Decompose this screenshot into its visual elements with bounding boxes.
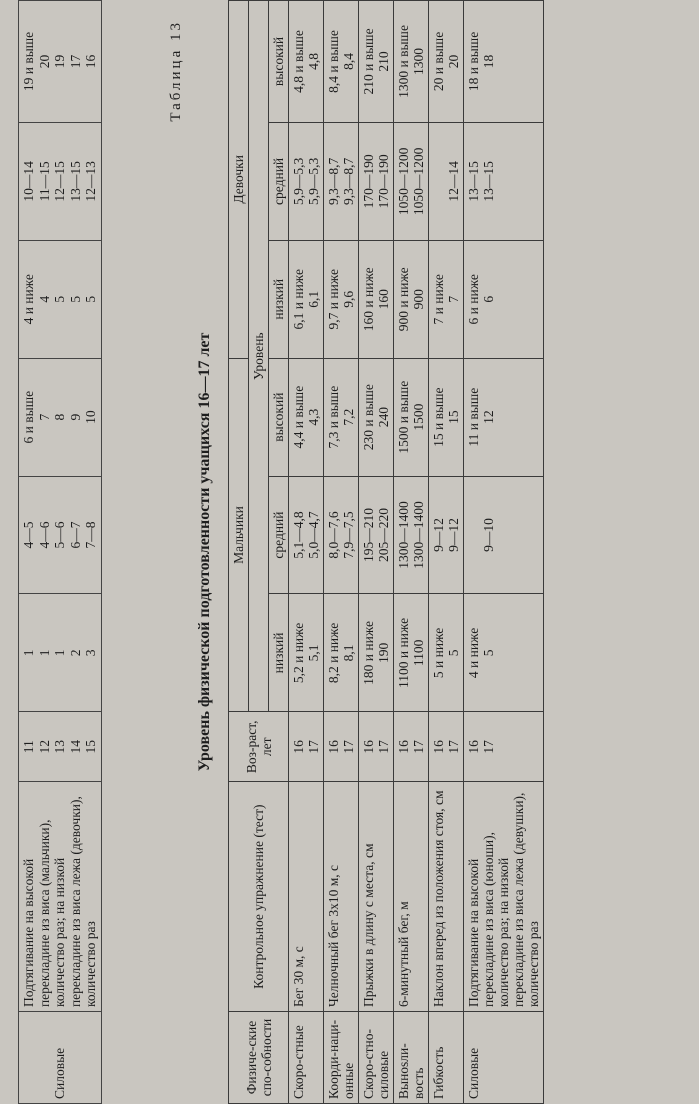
test-cell: Наклон вперед из положения стоя, см	[429, 782, 464, 1012]
table-row	[429, 1, 464, 1104]
header-row	[229, 1, 249, 1104]
boys-high-cell: 230 и выше 240	[359, 358, 394, 476]
table-label: Таблица 13	[168, 20, 184, 122]
test-cell: Прыжки в длину с места, см	[359, 782, 394, 1012]
boys-low-cell: 5 и ниже 5	[429, 594, 464, 712]
boys-high-cell: 4,4 и выше 4,3	[289, 358, 324, 476]
ages-cell: 16 17	[289, 712, 324, 782]
header-boys-mid: средний	[269, 476, 289, 594]
girls-low-cell: 7 и ниже 7	[429, 240, 464, 358]
boys-low-cell: 4 и ниже 5	[464, 594, 544, 712]
header-girls-mid: средний	[269, 122, 289, 240]
header-age: Воз-раст, лет	[229, 712, 289, 782]
girls-high-cell: 18 и выше 18	[464, 1, 544, 123]
girls-high-cell: 1300 и выше 1300	[394, 1, 429, 123]
test-cell: 6-минутный бег, м	[394, 782, 429, 1012]
previous-table	[18, 0, 102, 1104]
ages-cell: 16 17	[359, 712, 394, 782]
table-title: Уровень физической подготовленности учащихся 16—17 лет	[196, 332, 213, 772]
header-boys: Мальчики	[229, 358, 249, 712]
header-girls: Девочки	[229, 1, 249, 359]
ability-cell: Вынosли-вость	[394, 1012, 429, 1104]
girls-mid-cell: 9,3—8,7 9,3—8,7	[324, 122, 359, 240]
girls-low-cell: 9,7 и ниже 9,6	[324, 240, 359, 358]
girls-high-cell: 8,4 и выше 8,4	[324, 1, 359, 123]
ages-cell: 16 17	[464, 712, 544, 782]
ability-cell: Силовые	[464, 1012, 544, 1104]
boys-low-cell: 5,2 и ниже 5,1	[289, 594, 324, 712]
girls-mid-cell: 170—190 170—190	[359, 122, 394, 240]
boys-high-cell: 1500 и выше 1500	[394, 358, 429, 476]
test-cell: Бег 30 м, с	[289, 782, 324, 1012]
boys-low-cell: 180 и ниже 190	[359, 594, 394, 712]
boys-mid-cell: 5,1—4,8 5,0—4,7	[289, 476, 324, 594]
boys-mid-cell: 1300—1400 1300—1400	[394, 476, 429, 594]
boys-mid-cell: 8,0—7,6 7,9—7,5	[324, 476, 359, 594]
boys-mid-cell: 195—210 205—220	[359, 476, 394, 594]
header-boys-low: низкий	[269, 594, 289, 712]
test-cell: Подтягивание на высокой перекладине из виса (юноши), количество раз; на низкой перекладине из виса лежа (девушки), количество раз	[464, 782, 544, 1012]
girls-high-cell: 20 и выше 20	[429, 1, 464, 123]
boys-high-cell: 11 и выше 12	[464, 358, 544, 476]
boys-mid-cell: 9—10	[464, 476, 544, 594]
girls-high-cell: 19 и выше 20 19 17 16	[19, 1, 102, 123]
ability-cell: Гибкость	[429, 1012, 464, 1104]
girls-mid-cell: 12—14	[429, 122, 464, 240]
header-level: Уровень	[249, 1, 269, 712]
fitness-table	[228, 0, 544, 1104]
table-row	[289, 1, 324, 1104]
header-test: Контрольное упражнение (тест)	[229, 782, 289, 1012]
girls-low-cell: 6 и ниже 6	[464, 240, 544, 358]
test-cell: Челночный бег 3х10 м, с	[324, 782, 359, 1012]
header-girls-low: низкий	[269, 240, 289, 358]
boys-high-cell: 15 и выше 15	[429, 358, 464, 476]
boys-low-cell: 1 1 1 2 3	[19, 594, 102, 712]
girls-low-cell: 6,1 и ниже 6,1	[289, 240, 324, 358]
boys-low-cell: 1100 и ниже 1100	[394, 594, 429, 712]
header-girls-high: высокий	[269, 1, 289, 123]
boys-mid-cell: 4—5 4—6 5—6 6—7 7—8	[19, 476, 102, 594]
header-ability: Физиче-ские спо-собности	[229, 1012, 289, 1104]
ages-cell: 11 12 13 14 15	[19, 712, 102, 782]
girls-mid-cell: 5,9—5,3 5,9—5,3	[289, 122, 324, 240]
girls-mid-cell: 1050—1200 1050—1200	[394, 122, 429, 240]
ages-cell: 16 17	[429, 712, 464, 782]
boys-high-cell: 7,3 и выше 7,2	[324, 358, 359, 476]
girls-high-cell: 210 и выше 210	[359, 1, 394, 123]
header-boys-high: высокий	[269, 358, 289, 476]
girls-low-cell: 900 и ниже 900	[394, 240, 429, 358]
table-row	[19, 1, 102, 1104]
ages-cell: 16 17	[394, 712, 429, 782]
girls-low-cell: 4 и ниже 4 5 5 5	[19, 240, 102, 358]
ages-cell: 16 17	[324, 712, 359, 782]
girls-high-cell: 4,8 и выше 4,8	[289, 1, 324, 123]
ability-cell: Скоро-стные	[289, 1012, 324, 1104]
table-row	[394, 1, 429, 1104]
table-row	[324, 1, 359, 1104]
ability-cell: Коорди-наци-онные	[324, 1012, 359, 1104]
boys-high-cell: 6 и выше 7 8 9 10	[19, 358, 102, 476]
girls-low-cell: 160 и ниже 160	[359, 240, 394, 358]
girls-mid-cell: 13—15 13—15	[464, 122, 544, 240]
test-cell: Подтягивание на высокой перекладине из виса (мальчики), количество раз; на низкой перекладине из виса лежа (девочки), количество раз	[19, 782, 102, 1012]
table-row	[359, 1, 394, 1104]
boys-mid-cell: 9—12 9—12	[429, 476, 464, 594]
girls-mid-cell: 10—14 11—15 12—15 13—15 12—13	[19, 122, 102, 240]
boys-low-cell: 8,2 и ниже 8,1	[324, 594, 359, 712]
ability-cell: Силовые	[19, 1012, 102, 1104]
table-row	[464, 1, 544, 1104]
ability-cell: Скоро-стно-силовые	[359, 1012, 394, 1104]
